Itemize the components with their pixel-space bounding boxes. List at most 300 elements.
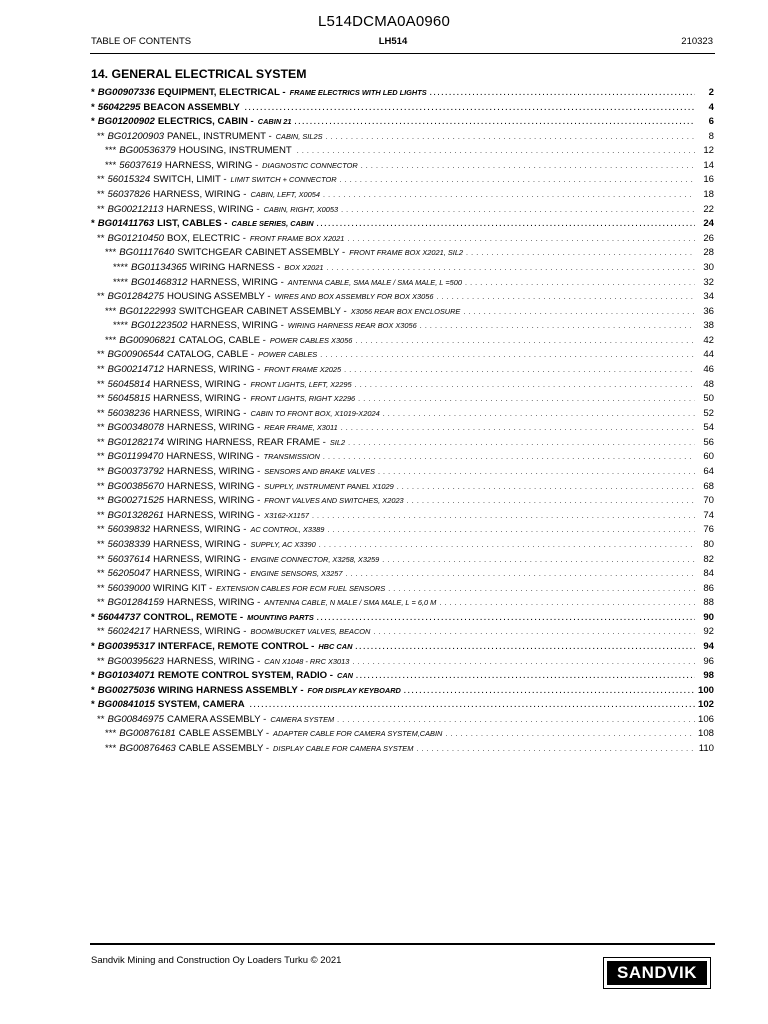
toc-entry[interactable] <box>91 379 714 394</box>
toc-entry-description: DISPLAY CABLE FOR CAMERA SYSTEM <box>273 744 414 754</box>
toc-entry-title: HARNESS, WIRING - <box>153 407 247 419</box>
toc-entry-page-number: 30 <box>703 261 714 273</box>
toc-entry-level-marker: * <box>91 101 95 113</box>
toc-entry-level-marker: *** <box>105 334 117 346</box>
toc-entry-part-number: 56037619 <box>119 159 162 171</box>
toc-entry-description: HBC CAN <box>318 641 353 651</box>
toc-entry[interactable] <box>91 349 714 364</box>
toc-entry-title: HARNESS, WIRING - <box>190 320 284 332</box>
toc-entry-part-number: BG00212113 <box>107 203 164 215</box>
toc-entry[interactable] <box>91 145 714 160</box>
toc-entry[interactable] <box>91 495 714 510</box>
toc-entry-level-marker: * <box>91 699 95 711</box>
toc-entry[interactable] <box>91 393 714 408</box>
toc-entry-title: HARNESS, WIRING - <box>153 626 247 638</box>
toc-entry-title: CAMERA ASSEMBLY - <box>167 713 267 725</box>
toc-entry-title: WIRING KIT - <box>153 582 213 594</box>
toc-entry[interactable] <box>91 451 714 466</box>
toc-entry-description: X3056 REAR BOX ENCLOSURE <box>350 306 461 316</box>
toc-entry-leader-dots <box>382 557 695 564</box>
toc-entry-level-marker: ** <box>97 130 105 142</box>
toc-entry-leader-dots <box>352 659 695 666</box>
toc-entry-level-marker: ** <box>97 174 105 186</box>
toc-entry-title: HARNESS, WIRING - <box>164 159 259 171</box>
toc-entry-leader-dots <box>388 586 695 593</box>
toc-entry-part-number: BG01222993 <box>119 305 176 317</box>
toc-entry-description: FOR DISPLAY KEYBOARD <box>307 685 401 695</box>
toc-entry-level-marker: **** <box>113 320 128 332</box>
toc-entry-leader-dots <box>407 498 695 505</box>
toc-entry-title: LIST, CABLES - <box>157 218 228 230</box>
toc-entry-leader-dots <box>465 280 695 287</box>
toc-entry-description: CAN X1048 - RRC X3013 <box>264 656 350 666</box>
toc-entry[interactable] <box>91 408 714 423</box>
toc-entry[interactable] <box>91 699 714 714</box>
toc-entry-title: WIRING HARNESS - <box>189 261 281 273</box>
toc-entry-level-marker: *** <box>105 145 117 157</box>
toc-entry[interactable] <box>91 233 714 248</box>
toc-entry-part-number: BG00348078 <box>107 422 165 434</box>
toc-entry-page-number: 34 <box>703 291 714 303</box>
toc-entry-description: ADAPTER CABLE FOR CAMERA SYSTEM,CABIN <box>273 729 443 739</box>
toc-entry-title: WIRING HARNESS ASSEMBLY - <box>157 684 304 696</box>
toc-entry-description: DIAGNOSTIC CONNECTOR <box>262 160 358 170</box>
toc-entry-part-number: BG00271525 <box>107 495 165 507</box>
toc-entry-level-marker: *** <box>105 305 117 317</box>
toc-entry[interactable] <box>91 597 714 612</box>
toc-entry-part-number: BG00395623 <box>107 655 165 667</box>
toc-entry[interactable] <box>91 189 714 204</box>
toc-entry-description: ANTENNA CABLE, N MALE / SMA MALE, L = 6,0 M <box>264 598 437 608</box>
toc-entry-part-number: BG01199470 <box>107 451 164 463</box>
toc-entry-level-marker: ** <box>97 524 105 536</box>
toc-entry[interactable] <box>91 670 714 685</box>
toc-entry-page-number: 22 <box>703 203 714 215</box>
toc-entry-part-number: 56037614 <box>107 553 151 565</box>
toc-entry-leader-dots <box>436 294 695 301</box>
toc-entry-page-number: 80 <box>703 538 714 550</box>
toc-entry-level-marker: *** <box>105 728 117 740</box>
toc-entry-page-number: 54 <box>703 422 714 434</box>
toc-entry-part-number: 56037826 <box>107 189 151 201</box>
toc-entry-part-number: BG01223502 <box>130 320 188 332</box>
toc-entry-level-marker: ** <box>97 466 105 478</box>
toc-entry-level-marker: *** <box>105 247 117 259</box>
toc-entry[interactable] <box>91 102 714 117</box>
toc-entry-part-number: BG00906821 <box>119 334 176 346</box>
toc-entry-leader-dots <box>245 105 695 112</box>
toc-entry-page-number: 8 <box>708 130 714 142</box>
toc-entry-part-number: BG00536379 <box>119 145 176 157</box>
toc-entry-leader-dots <box>341 207 695 214</box>
toc-entry-level-marker: ** <box>97 189 105 201</box>
toc-entry-page-number: 92 <box>703 626 714 638</box>
toc-entry[interactable] <box>91 524 714 539</box>
header-model-label: LH514 <box>378 36 408 47</box>
toc-entry-level-marker: ** <box>97 495 105 507</box>
toc-entry[interactable] <box>91 437 714 452</box>
toc-entry-title: CONTROL, REMOTE - <box>143 611 244 623</box>
header-rule <box>90 53 715 54</box>
toc-entry-page-number: 12 <box>703 145 714 157</box>
toc-entry-title: HARNESS, WIRING - <box>166 203 260 215</box>
toc-entry-title: HARNESS, WIRING - <box>153 524 247 536</box>
toc-entry-page-number: 90 <box>703 611 714 623</box>
toc-entry-description: POWER CABLES <box>258 350 318 360</box>
toc-entry[interactable] <box>91 685 714 700</box>
toc-entry-page-number: 26 <box>703 232 714 244</box>
toc-entry-leader-dots <box>358 396 695 403</box>
toc-entry-leader-dots <box>355 338 695 345</box>
toc-entry-title: REMOTE CONTROL SYSTEM, RADIO - <box>157 670 333 682</box>
toc-entry-description: ENGINE CONNECTOR, X3258, X3259 <box>250 554 380 564</box>
toc-entry-part-number: BG00846975 <box>107 713 165 725</box>
toc-entry-level-marker: ** <box>97 349 105 361</box>
toc-entry-leader-dots <box>323 192 695 199</box>
toc-entry-description: EXTENSION CABLES FOR ECM FUEL SENSORS <box>216 583 386 593</box>
toc-entry-level-marker: ** <box>97 363 105 375</box>
toc-entry-level-marker: ** <box>97 393 105 405</box>
toc-entry-leader-dots <box>326 134 696 141</box>
toc-entry[interactable] <box>91 335 714 350</box>
toc-entry-level-marker: **** <box>113 261 128 273</box>
toc-entry-level-marker: ** <box>97 451 105 463</box>
toc-entry-leader-dots <box>466 250 695 257</box>
toc-entry-leader-dots <box>347 236 695 243</box>
sandvik-logo <box>603 957 711 989</box>
toc-entry-title: SWITCHGEAR CABINET ASSEMBLY - <box>177 247 346 259</box>
toc-entry-description: SENSORS AND BRAKE VALVES <box>264 467 375 477</box>
toc-entry-leader-dots <box>361 163 695 170</box>
toc-entry[interactable] <box>91 422 714 437</box>
toc-entry-level-marker: ** <box>97 203 105 215</box>
toc-entry-page-number: 48 <box>703 378 714 390</box>
toc-entry-part-number: 56039000 <box>107 582 151 594</box>
toc-entry-level-marker: ** <box>97 568 105 580</box>
toc-entry-leader-dots <box>326 265 695 272</box>
toc-entry-part-number: BG00907336 <box>97 87 155 98</box>
toc-entry-title: HARNESS, WIRING - <box>167 495 261 507</box>
toc-entry-leader-dots <box>439 600 695 607</box>
toc-entry-description: FRONT VALVES AND SWITCHES, X2023 <box>264 496 404 506</box>
toc-entry-description: LIMIT SWITCH + CONNECTOR <box>230 175 337 185</box>
toc-entry-part-number: BG01328261 <box>107 509 165 521</box>
toc-entry-title: WIRING HARNESS, REAR FRAME - <box>167 436 326 448</box>
toc-entry[interactable] <box>91 277 714 292</box>
toc-entry-page-number: 108 <box>697 728 714 740</box>
toc-entry-page-number: 98 <box>703 670 714 682</box>
toc-entry[interactable] <box>91 641 714 656</box>
toc-entry-part-number: 56044737 <box>97 611 141 623</box>
toc-entry-description: AC CONTROL, X3389 <box>250 525 325 535</box>
toc-entry-title: HARNESS, WIRING - <box>190 276 284 288</box>
toc-entry-level-marker: ** <box>97 597 105 609</box>
toc-entry-title: HARNESS, WIRING - <box>167 655 261 667</box>
toc-entry-description: SUPPLY, AC X3390 <box>250 539 316 549</box>
toc-entry[interactable] <box>91 554 714 569</box>
toc-entry-page-number: 36 <box>703 305 714 317</box>
toc-entry-page-number: 32 <box>703 276 714 288</box>
toc-entry-title: HARNESS, WIRING - <box>167 422 261 434</box>
toc-list <box>91 87 714 758</box>
section-title: 14. GENERAL ELECTRICAL SYSTEM <box>91 67 307 81</box>
toc-entry-title: HARNESS, WIRING - <box>167 597 261 609</box>
toc-entry-description: X3162-X1157 <box>264 510 309 520</box>
toc-entry-level-marker: * <box>91 218 95 230</box>
toc-entry-leader-dots <box>416 746 695 753</box>
toc-entry-level-marker: * <box>91 640 95 652</box>
toc-entry-title: HARNESS, WIRING - <box>167 466 261 478</box>
toc-entry-description: WIRES AND BOX ASSEMBLY FOR BOX X3056 <box>274 292 434 302</box>
toc-entry-leader-dots <box>317 615 695 622</box>
toc-entry-description: FRONT LIGHTS, RIGHT X2296 <box>250 394 356 404</box>
toc-entry-page-number: 44 <box>703 349 714 361</box>
toc-entry[interactable] <box>91 612 714 627</box>
toc-entry-part-number: 56024217 <box>107 626 151 638</box>
toc-entry-part-number: BG01282174 <box>107 436 165 448</box>
toc-entry-page-number: 94 <box>703 640 714 652</box>
toc-entry-title: SYSTEM, CAMERA <box>157 699 245 711</box>
toc-entry-leader-dots <box>317 221 695 228</box>
toc-entry[interactable] <box>91 247 714 262</box>
toc-entry-title: SWITCHGEAR CABINET ASSEMBLY - <box>178 305 347 317</box>
header-date-label: 210323 <box>681 36 713 47</box>
toc-entry-leader-dots <box>323 454 695 461</box>
toc-entry-level-marker: **** <box>113 276 128 288</box>
toc-entry[interactable] <box>91 481 714 496</box>
document-code: L514DCMA0A0960 <box>317 13 451 30</box>
toc-entry-description: FRONT FRAME X2025 <box>264 364 342 374</box>
toc-entry-leader-dots <box>297 148 695 155</box>
toc-entry-title: HARNESS, WIRING - <box>153 553 247 565</box>
toc-entry[interactable] <box>91 87 714 102</box>
toc-entry-title: HARNESS, WIRING - <box>153 568 247 580</box>
footer-copyright: Sandvik Mining and Construction Oy Loaders Turku © 2021 <box>91 955 342 966</box>
toc-entry-description: WIRING HARNESS REAR BOX X3056 <box>287 321 417 331</box>
toc-entry-page-number: 56 <box>703 436 714 448</box>
toc-entry-page-number: 38 <box>703 320 714 332</box>
toc-entry-description: FRONT LIGHTS, LEFT, X2295 <box>250 379 352 389</box>
toc-entry[interactable] <box>91 218 714 233</box>
toc-entry-description: CAN <box>337 671 354 681</box>
toc-entry-page-number: 6 <box>708 116 714 128</box>
toc-entry-page-number: 50 <box>703 393 714 405</box>
toc-entry-leader-dots <box>430 90 695 97</box>
toc-entry[interactable] <box>91 568 714 583</box>
toc-entry-part-number: 56042295 <box>97 101 141 113</box>
toc-entry-description: POWER CABLES X3056 <box>269 335 353 345</box>
toc-entry-part-number: BG00214712 <box>107 363 165 375</box>
footer-rule <box>90 943 715 945</box>
toc-entry-level-marker: ** <box>97 407 105 419</box>
toc-entry-page-number: 2 <box>708 87 714 98</box>
toc-entry-leader-dots <box>341 425 695 432</box>
toc-entry-part-number: 56038236 <box>107 407 151 419</box>
toc-entry-description: CABLE SERIES, CABIN <box>231 219 314 229</box>
toc-entry-title: CATALOG, CABLE - <box>178 334 266 346</box>
toc-entry[interactable] <box>91 626 714 641</box>
toc-entry-description: SUPPLY, INSTRUMENT PANEL X1029 <box>264 481 394 491</box>
toc-entry[interactable] <box>91 204 714 219</box>
toc-entry-description: ENGINE SENSORS, X3257 <box>250 569 343 579</box>
toc-entry[interactable] <box>91 306 714 321</box>
toc-entry-part-number: 56045814 <box>107 378 151 390</box>
toc-entry-page-number: 42 <box>703 334 714 346</box>
toc-entry-leader-dots <box>355 382 695 389</box>
toc-entry-level-marker: * <box>91 684 95 696</box>
toc-entry-page-number: 28 <box>703 247 714 259</box>
toc-entry-leader-dots <box>404 688 695 695</box>
toc-entry-part-number: 56039832 <box>107 524 151 536</box>
toc-entry-part-number: BG01284159 <box>107 597 165 609</box>
toc-entry-level-marker: ** <box>97 480 105 492</box>
toc-entry-page-number: 60 <box>703 451 714 463</box>
toc-entry-description: CABIN TO FRONT BOX, X1019-X2024 <box>250 408 380 418</box>
toc-entry-part-number: BG00876181 <box>119 728 176 740</box>
toc-entry-title: HARNESS, WIRING - <box>153 378 247 390</box>
toc-entry-page-number: 88 <box>703 597 714 609</box>
toc-entry-part-number: BG00385670 <box>107 480 165 492</box>
toc-entry-page-number: 14 <box>703 159 714 171</box>
toc-entry-description: CAMERA SYSTEM <box>270 714 335 724</box>
toc-entry-page-number: 64 <box>703 466 714 478</box>
toc-entry-level-marker: * <box>91 116 95 128</box>
toc-entry[interactable] <box>91 262 714 277</box>
toc-entry-page-number: 18 <box>703 189 714 201</box>
toc-entry-page-number: 84 <box>703 568 714 580</box>
toc-entry-leader-dots <box>463 309 695 316</box>
toc-entry-leader-dots <box>378 469 695 476</box>
toc-entry[interactable] <box>91 160 714 175</box>
toc-entry-page-number: 24 <box>703 218 714 230</box>
toc-entry-title: HARNESS, WIRING - <box>166 451 260 463</box>
toc-entry-level-marker: *** <box>105 743 117 755</box>
toc-entry-level-marker: ** <box>97 655 105 667</box>
toc-entry-title: HARNESS, WIRING - <box>167 509 261 521</box>
toc-entry-part-number: BG01200903 <box>107 130 165 142</box>
toc-entry-page-number: 16 <box>703 174 714 186</box>
toc-entry-description: FRONT FRAME BOX X2021, SIL2 <box>349 248 464 258</box>
toc-entry-leader-dots <box>348 440 695 447</box>
toc-entry-page-number: 46 <box>703 363 714 375</box>
toc-entry-leader-dots <box>355 644 695 651</box>
toc-entry-description: ANTENNA CABLE, SMA MALE / SMA MALE, L =500 <box>287 277 462 287</box>
toc-entry-part-number: BG01134365 <box>130 261 187 273</box>
toc-entry[interactable] <box>91 583 714 598</box>
toc-entry-page-number: 106 <box>697 713 714 725</box>
toc-entry-level-marker: ** <box>97 422 105 434</box>
toc-entry-description: MOUNTING PARTS <box>247 612 314 622</box>
toc-entry-description: CABIN, RIGHT, X0053 <box>263 204 339 214</box>
toc-entry[interactable] <box>91 116 714 131</box>
toc-entry-title: INTERFACE, REMOTE CONTROL - <box>157 640 315 652</box>
toc-entry-part-number: BG00876463 <box>119 743 176 755</box>
toc-entry-part-number: BG01210450 <box>107 232 165 244</box>
toc-entry-part-number: 56205047 <box>107 568 151 580</box>
toc-entry-title: HARNESS, WIRING - <box>153 393 247 405</box>
toc-entry-leader-dots <box>337 717 695 724</box>
toc-entry-part-number: BG01200902 <box>97 116 155 128</box>
toc-entry-title: CATALOG, CABLE - <box>167 349 255 361</box>
toc-entry-level-marker: *** <box>105 159 117 171</box>
toc-entry[interactable] <box>91 539 714 554</box>
toc-entry-title: ELECTRICS, CABIN - <box>157 116 254 128</box>
toc-entry-level-marker: ** <box>97 553 105 565</box>
toc-entry-description: BOOM/BUCKET VALVES, BEACON <box>250 627 371 637</box>
toc-entry-description: REAR FRAME, X3011 <box>264 423 338 433</box>
toc-entry[interactable] <box>91 320 714 335</box>
toc-entry[interactable] <box>91 364 714 379</box>
toc-entry-title: HOUSING, INSTRUMENT <box>178 145 292 157</box>
toc-entry-title: CABLE ASSEMBLY - <box>178 728 270 740</box>
toc-entry-title: EQUIPMENT, ELECTRICAL - <box>157 87 286 98</box>
toc-entry-part-number: 56045815 <box>107 393 151 405</box>
toc-entry-description: FRONT FRAME BOX X2021 <box>249 233 345 243</box>
toc-entry-leader-dots <box>294 119 695 126</box>
toc-entry-leader-dots <box>420 323 695 330</box>
toc-entry-part-number: BG01117640 <box>119 247 175 259</box>
sandvik-logo-text: SANDVIK <box>607 961 707 985</box>
toc-entry[interactable] <box>91 291 714 306</box>
toc-entry-part-number: BG00395317 <box>97 640 155 652</box>
toc-entry[interactable] <box>91 131 714 146</box>
toc-entry[interactable] <box>91 728 714 743</box>
toc-entry-leader-dots <box>356 673 695 680</box>
toc-entry[interactable] <box>91 656 714 671</box>
toc-entry-level-marker: ** <box>97 291 105 303</box>
toc-entry-part-number: BG01468312 <box>130 276 188 288</box>
toc-entry-page-number: 86 <box>703 582 714 594</box>
toc-entry-level-marker: ** <box>97 436 105 448</box>
toc-entry-part-number: 56038339 <box>107 538 151 550</box>
toc-entry-part-number: BG00841015 <box>97 699 155 711</box>
toc-entry-level-marker: ** <box>97 538 105 550</box>
toc-entry-page-number: 82 <box>703 553 714 565</box>
toc-entry-title: BEACON ASSEMBLY <box>143 101 240 113</box>
toc-entry-title: BOX, ELECTRIC - <box>167 232 246 244</box>
toc-entry-leader-dots <box>250 702 695 709</box>
toc-entry-part-number: BG01411763 <box>97 218 155 230</box>
toc-entry[interactable] <box>91 714 714 729</box>
toc-entry[interactable] <box>91 743 714 758</box>
toc-entry-page-number: 68 <box>703 480 714 492</box>
toc-entry-level-marker: ** <box>97 713 105 725</box>
toc-entry[interactable] <box>91 466 714 481</box>
toc-entry-part-number: BG00373792 <box>107 466 165 478</box>
toc-entry-leader-dots <box>327 527 695 534</box>
toc-entry-description: CABIN, SIL2S <box>275 131 323 141</box>
toc-entry-leader-dots <box>445 731 695 738</box>
toc-entry-part-number: BG00906544 <box>107 349 165 361</box>
toc-entry-part-number: BG01034071 <box>97 670 155 682</box>
toc-entry-level-marker: ** <box>97 378 105 390</box>
toc-entry-page-number: 110 <box>698 743 714 755</box>
toc-entry-leader-dots <box>345 571 695 578</box>
toc-entry-leader-dots <box>383 411 695 418</box>
toc-entry[interactable] <box>91 510 714 525</box>
toc-entry-leader-dots <box>319 542 695 549</box>
toc-entry-description: FRAME ELECTRICS WITH LED LIGHTS <box>289 88 427 97</box>
toc-entry-page-number: 100 <box>697 684 714 696</box>
toc-entry-level-marker: ** <box>97 232 105 244</box>
toc-entry-page-number: 74 <box>703 509 714 521</box>
toc-entry-level-marker: ** <box>97 582 105 594</box>
header-left-label: TABLE OF CONTENTS <box>91 36 192 47</box>
toc-entry-title: SWITCH, LIMIT - <box>153 174 227 186</box>
toc-entry[interactable] <box>91 174 714 189</box>
toc-entry-level-marker: * <box>91 611 95 623</box>
toc-entry-description: TRANSMISSION <box>263 452 320 462</box>
